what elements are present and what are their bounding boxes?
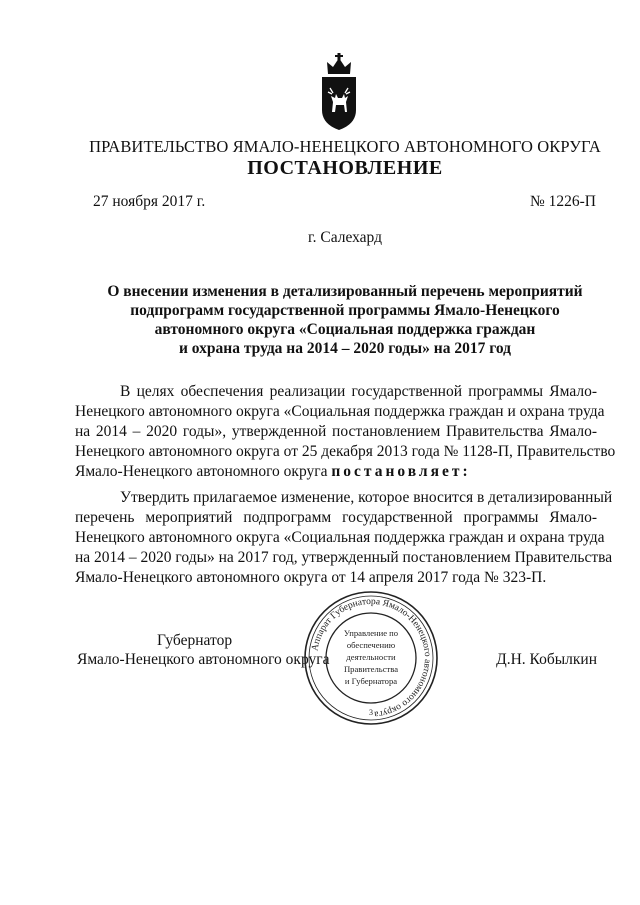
stamp-center-line: Правительства bbox=[343, 664, 399, 674]
paragraph-preamble bbox=[75, 382, 616, 482]
stamp-number: 3 bbox=[369, 708, 373, 717]
document-number: № 1226-П bbox=[529, 193, 596, 210]
paragraph-line bbox=[75, 462, 597, 482]
paragraph-resolution bbox=[75, 488, 613, 588]
paragraph-line: на 2014 – 2020 годы» на 2017 год, утвержденный постановлением Правительства bbox=[75, 549, 613, 566]
title-line: и охрана труда на 2014 – 2020 годы» на 2017 год bbox=[179, 340, 511, 357]
paragraph-line: Ямало-Ненецкого автономного округа от 14 апреля 2017 года № 323-П. bbox=[75, 569, 547, 586]
paragraph-line: перечень мероприятий подпрограмм государственной программы Ямало- bbox=[75, 509, 597, 526]
organization-name: ПРАВИТЕЛЬСТВО ЯМАЛО-НЕНЕЦКОГО АВТОНОМНОГО ОКРУГА bbox=[89, 137, 601, 156]
stamp-center-line: обеспечению bbox=[346, 640, 396, 650]
paragraph-line: Ненецкого автономного округа «Социальная поддержка граждан и охрана труда bbox=[75, 403, 605, 420]
paragraph-line: Ненецкого автономного округа от 25 декабря 2013 года № 1128-П, Правительство bbox=[75, 443, 616, 460]
paragraph-line: Ненецкого автономного округа «Социальная поддержка граждан и охрана труда bbox=[75, 529, 605, 546]
stamp-center-line: деятельности bbox=[346, 652, 396, 662]
resolution-prefix: Ямало-Ненецкого автономного округа bbox=[75, 463, 332, 480]
title-line: подпрограмм государственной программы Ямало-Ненецкого bbox=[130, 302, 560, 319]
paragraph-line: на 2014 – 2020 годы», утвержденной постановлением Правительства Ямало- bbox=[75, 423, 597, 440]
document-date: 27 ноября 2017 г. bbox=[93, 193, 206, 210]
paragraph-line: В целях обеспечения реализации государственной программы Ямало- bbox=[120, 383, 597, 400]
stamp-center-line: и Губернатора bbox=[344, 676, 398, 686]
document-title bbox=[60, 282, 630, 358]
stamp-ring-text: Аппарат Губернатора Ямало-Ненецкого автономного округа bbox=[310, 596, 433, 719]
signatory-position: Губернатор bbox=[157, 632, 233, 649]
title-line: О внесении изменения в детализированный перечень мероприятий bbox=[107, 283, 583, 300]
signatory-region: Ямало-Ненецкого автономного округа bbox=[77, 651, 330, 668]
title-line: автономного округа «Социальная поддержка граждан bbox=[154, 321, 536, 338]
resolves-word: постановляет: bbox=[331, 463, 471, 480]
stamp-center-line: Управление по bbox=[343, 628, 399, 638]
official-stamp bbox=[303, 590, 439, 726]
document-type: ПОСТАНОВЛЕНИЕ bbox=[247, 157, 443, 179]
signatory-name: Д.Н. Кобылкин bbox=[496, 651, 597, 668]
paragraph-line: Утвердить прилагаемое изменение, которое вносится в детализированный bbox=[120, 489, 613, 506]
document-city: г. Салехард bbox=[308, 229, 382, 246]
coat-of-arms-emblem-icon bbox=[318, 52, 360, 132]
